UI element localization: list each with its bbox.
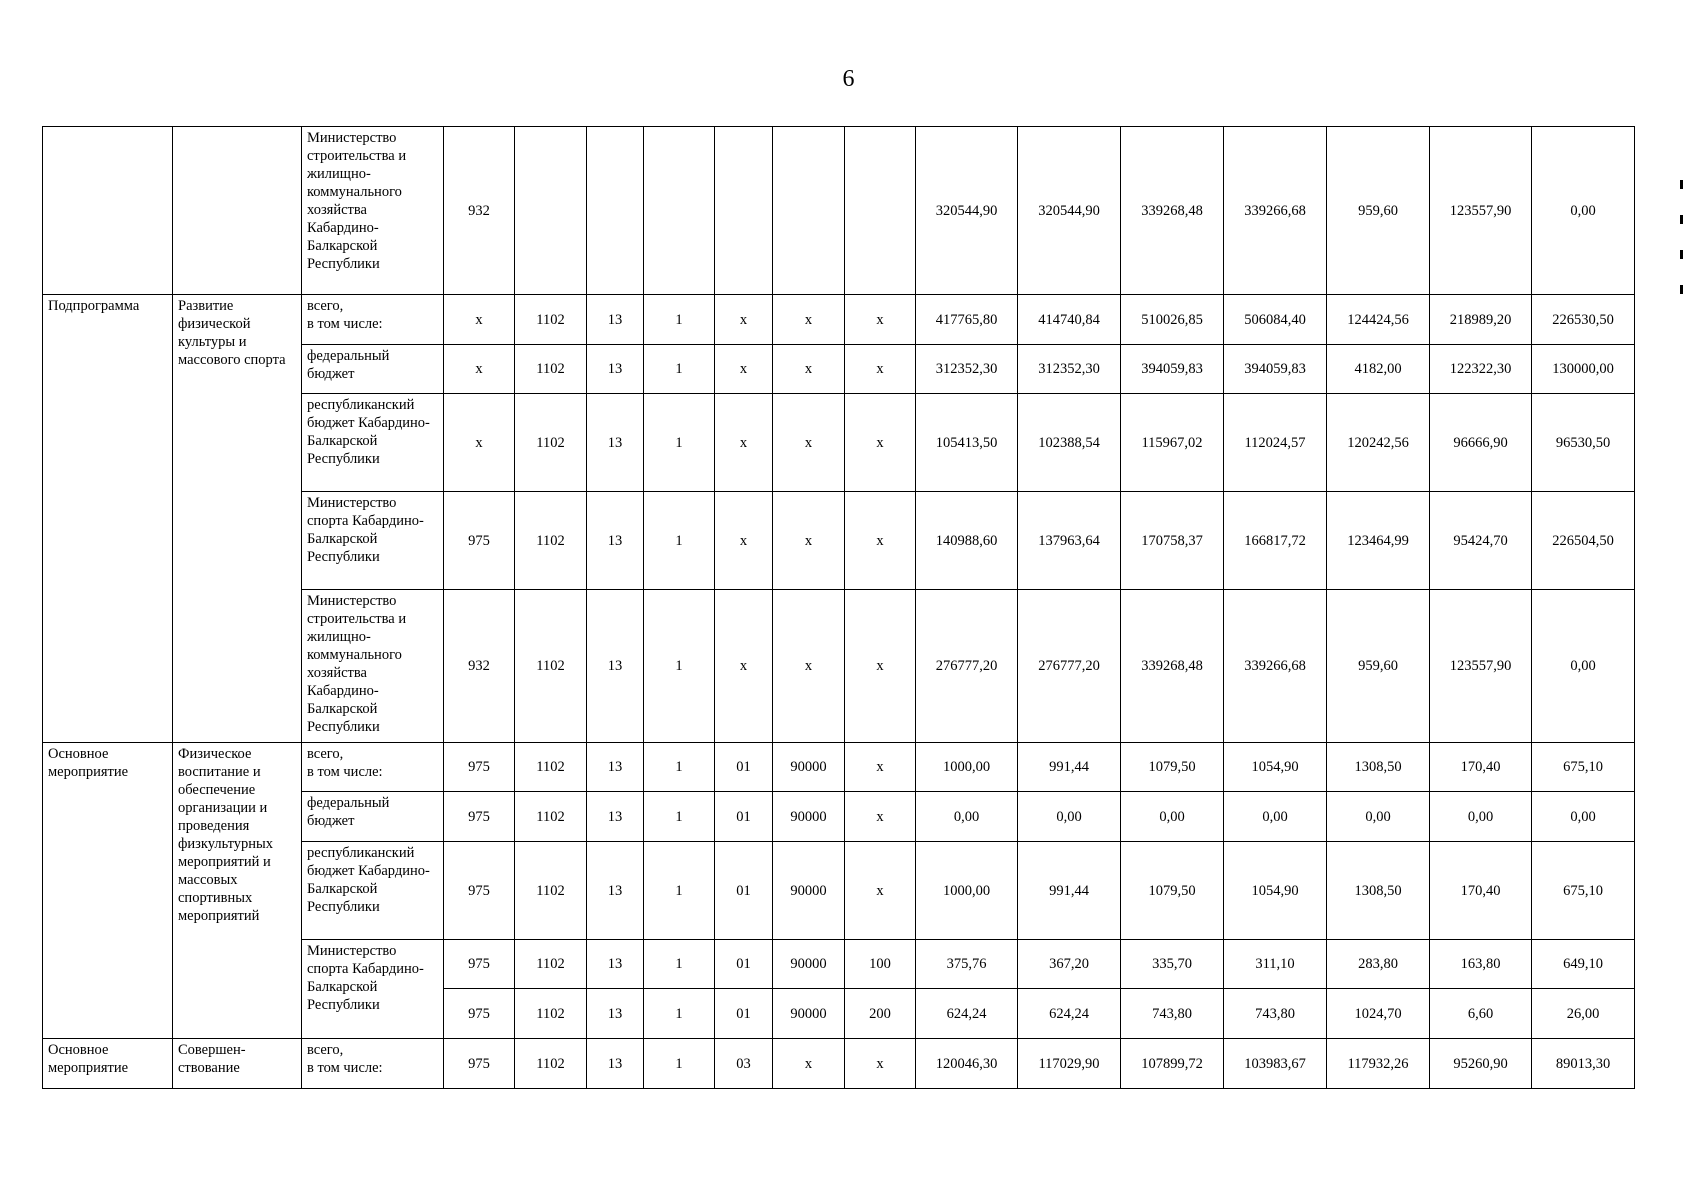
source-cell: федеральный бюджет: [302, 792, 444, 842]
amount-cell: 1054,90: [1224, 743, 1327, 792]
code-cell: 1102: [515, 590, 587, 743]
amount-cell: 312352,30: [916, 345, 1018, 394]
amount-cell: 102388,54: [1018, 394, 1121, 492]
code-cell: 1: [644, 295, 715, 345]
code-cell: 1: [644, 940, 715, 989]
code-cell: 01: [715, 792, 773, 842]
code-cell: 1102: [515, 842, 587, 940]
code-cell: 1: [644, 842, 715, 940]
amount-cell: 0,00: [1327, 792, 1430, 842]
page-number: 6: [842, 66, 855, 92]
table-row: [43, 1039, 1635, 1089]
code-cell: х: [773, 492, 845, 590]
budget-table: [42, 126, 1635, 1089]
margin-mark: [1680, 285, 1683, 294]
code-cell: 1102: [515, 394, 587, 492]
program-type-cell: Основное мероприятие: [43, 1039, 173, 1089]
amount-cell: 276777,20: [1018, 590, 1121, 743]
code-cell: х: [773, 590, 845, 743]
source-cell: всего, в том числе:: [302, 1039, 444, 1089]
amount-cell: 339268,48: [1121, 127, 1224, 295]
code-cell: [845, 127, 916, 295]
amount-cell: 115967,02: [1121, 394, 1224, 492]
amount-cell: 123464,99: [1327, 492, 1430, 590]
code-cell: 13: [587, 590, 644, 743]
code-cell: 975: [444, 989, 515, 1039]
code-cell: 13: [587, 743, 644, 792]
code-cell: х: [845, 792, 916, 842]
code-cell: 1: [644, 743, 715, 792]
code-cell: х: [715, 295, 773, 345]
amount-cell: 166817,72: [1224, 492, 1327, 590]
code-cell: 1102: [515, 940, 587, 989]
code-cell: 975: [444, 492, 515, 590]
source-cell: федеральный бюджет: [302, 345, 444, 394]
code-cell: 975: [444, 743, 515, 792]
code-cell: 01: [715, 743, 773, 792]
amount-cell: 218989,20: [1430, 295, 1532, 345]
code-cell: 90000: [773, 989, 845, 1039]
source-cell: всего, в том числе:: [302, 295, 444, 345]
amount-cell: 506084,40: [1224, 295, 1327, 345]
code-cell: [773, 127, 845, 295]
amount-cell: 339266,68: [1224, 590, 1327, 743]
margin-mark: [1680, 215, 1683, 224]
code-cell: 1102: [515, 743, 587, 792]
code-cell: х: [444, 345, 515, 394]
margin-mark: [1680, 250, 1683, 259]
amount-cell: 417765,80: [916, 295, 1018, 345]
code-cell: 13: [587, 940, 644, 989]
amount-cell: 0,00: [1532, 127, 1635, 295]
amount-cell: 105413,50: [916, 394, 1018, 492]
amount-cell: 117029,90: [1018, 1039, 1121, 1089]
amount-cell: 339266,68: [1224, 127, 1327, 295]
source-cell: Министерство строительства и жилищно-коммунального хозяйства Кабардино-Балкарской Республики: [302, 590, 444, 743]
amount-cell: 1024,70: [1327, 989, 1430, 1039]
amount-cell: 675,10: [1532, 842, 1635, 940]
source-cell: всего, в том числе:: [302, 743, 444, 792]
amount-cell: 675,10: [1532, 743, 1635, 792]
program-name-cell: Развитие физической культуры и массового спорта: [173, 295, 302, 743]
code-cell: 1102: [515, 295, 587, 345]
amount-cell: 4182,00: [1327, 345, 1430, 394]
amount-cell: 959,60: [1327, 127, 1430, 295]
program-name-cell: Физическое воспитание и обеспечение организации и проведения физкультурных мероприятий и массовых спортивных мероприятий: [173, 743, 302, 1039]
code-cell: 13: [587, 792, 644, 842]
code-cell: х: [845, 842, 916, 940]
amount-cell: 283,80: [1327, 940, 1430, 989]
code-cell: 13: [587, 394, 644, 492]
code-cell: х: [845, 1039, 916, 1089]
amount-cell: 120242,56: [1327, 394, 1430, 492]
amount-cell: 311,10: [1224, 940, 1327, 989]
program-name-cell: [173, 127, 302, 295]
code-cell: х: [845, 345, 916, 394]
code-cell: 1102: [515, 989, 587, 1039]
amount-cell: 991,44: [1018, 743, 1121, 792]
source-cell: Министерство строительства и жилищно-коммунального хозяйства Кабардино-Балкарской Республики: [302, 127, 444, 295]
amount-cell: 95424,70: [1430, 492, 1532, 590]
code-cell: 13: [587, 989, 644, 1039]
amount-cell: 743,80: [1224, 989, 1327, 1039]
amount-cell: 120046,30: [916, 1039, 1018, 1089]
code-cell: 01: [715, 842, 773, 940]
amount-cell: 6,60: [1430, 989, 1532, 1039]
amount-cell: 320544,90: [1018, 127, 1121, 295]
amount-cell: 312352,30: [1018, 345, 1121, 394]
amount-cell: 26,00: [1532, 989, 1635, 1039]
table-row: [43, 295, 1635, 345]
code-cell: 1: [644, 792, 715, 842]
table-row: [43, 743, 1635, 792]
code-cell: х: [773, 1039, 845, 1089]
code-cell: 975: [444, 940, 515, 989]
amount-cell: 170758,37: [1121, 492, 1224, 590]
amount-cell: 163,80: [1430, 940, 1532, 989]
code-cell: 1102: [515, 792, 587, 842]
amount-cell: 170,40: [1430, 743, 1532, 792]
code-cell: х: [845, 295, 916, 345]
amount-cell: 96530,50: [1532, 394, 1635, 492]
program-type-cell: Подпрограмма: [43, 295, 173, 743]
amount-cell: 170,40: [1430, 842, 1532, 940]
source-cell: Министерство спорта Кабардино-Балкарской Республики: [302, 492, 444, 590]
amount-cell: 122322,30: [1430, 345, 1532, 394]
code-cell: х: [845, 394, 916, 492]
code-cell: х: [845, 492, 916, 590]
amount-cell: 414740,84: [1018, 295, 1121, 345]
amount-cell: 0,00: [1532, 590, 1635, 743]
code-cell: 13: [587, 1039, 644, 1089]
amount-cell: 124424,56: [1327, 295, 1430, 345]
amount-cell: 743,80: [1121, 989, 1224, 1039]
code-cell: 1: [644, 989, 715, 1039]
amount-cell: 123557,90: [1430, 590, 1532, 743]
code-cell: х: [773, 394, 845, 492]
code-cell: 100: [845, 940, 916, 989]
margin-mark: [1680, 180, 1683, 189]
code-cell: х: [715, 345, 773, 394]
code-cell: 13: [587, 492, 644, 590]
amount-cell: 367,20: [1018, 940, 1121, 989]
amount-cell: 335,70: [1121, 940, 1224, 989]
code-cell: 01: [715, 989, 773, 1039]
source-cell: республиканский бюджет Кабардино-Балкарской Республики: [302, 842, 444, 940]
code-cell: 1102: [515, 345, 587, 394]
amount-cell: 117932,26: [1327, 1039, 1430, 1089]
amount-cell: 339268,48: [1121, 590, 1224, 743]
amount-cell: 0,00: [1018, 792, 1121, 842]
code-cell: 13: [587, 345, 644, 394]
code-cell: [715, 127, 773, 295]
amount-cell: 320544,90: [916, 127, 1018, 295]
amount-cell: 137963,64: [1018, 492, 1121, 590]
code-cell: 1102: [515, 1039, 587, 1089]
code-cell: 90000: [773, 940, 845, 989]
amount-cell: 624,24: [1018, 989, 1121, 1039]
amount-cell: 394059,83: [1224, 345, 1327, 394]
amount-cell: 624,24: [916, 989, 1018, 1039]
code-cell: х: [773, 345, 845, 394]
table-body: [43, 127, 1635, 1089]
code-cell: 03: [715, 1039, 773, 1089]
code-cell: х: [715, 394, 773, 492]
code-cell: 1: [644, 1039, 715, 1089]
code-cell: [644, 127, 715, 295]
table-row: [43, 127, 1635, 295]
amount-cell: 1000,00: [916, 743, 1018, 792]
code-cell: 90000: [773, 743, 845, 792]
code-cell: 90000: [773, 842, 845, 940]
amount-cell: 130000,00: [1532, 345, 1635, 394]
amount-cell: 226530,50: [1532, 295, 1635, 345]
amount-cell: 107899,72: [1121, 1039, 1224, 1089]
amount-cell: 123557,90: [1430, 127, 1532, 295]
amount-cell: 112024,57: [1224, 394, 1327, 492]
code-cell: 932: [444, 590, 515, 743]
amount-cell: 1000,00: [916, 842, 1018, 940]
program-type-cell: Основное мероприятие: [43, 743, 173, 1039]
code-cell: 1: [644, 345, 715, 394]
amount-cell: 394059,83: [1121, 345, 1224, 394]
amount-cell: 0,00: [1121, 792, 1224, 842]
margin-marks: [1680, 180, 1686, 320]
amount-cell: 1079,50: [1121, 743, 1224, 792]
code-cell: х: [845, 743, 916, 792]
amount-cell: 0,00: [1224, 792, 1327, 842]
amount-cell: 1054,90: [1224, 842, 1327, 940]
source-cell: республиканский бюджет Кабардино-Балкарской Республики: [302, 394, 444, 492]
amount-cell: 1079,50: [1121, 842, 1224, 940]
amount-cell: 103983,67: [1224, 1039, 1327, 1089]
amount-cell: 375,76: [916, 940, 1018, 989]
code-cell: 90000: [773, 792, 845, 842]
source-cell: Министерство спорта Кабардино-Балкарской Республики: [302, 940, 444, 1039]
code-cell: 1: [644, 492, 715, 590]
amount-cell: 96666,90: [1430, 394, 1532, 492]
program-type-cell: [43, 127, 173, 295]
amount-cell: 276777,20: [916, 590, 1018, 743]
code-cell: 975: [444, 792, 515, 842]
amount-cell: 0,00: [1430, 792, 1532, 842]
amount-cell: 1308,50: [1327, 743, 1430, 792]
amount-cell: 0,00: [1532, 792, 1635, 842]
code-cell: х: [444, 295, 515, 345]
code-cell: [515, 127, 587, 295]
code-cell: 975: [444, 842, 515, 940]
code-cell: 13: [587, 295, 644, 345]
amount-cell: 0,00: [916, 792, 1018, 842]
amount-cell: 1308,50: [1327, 842, 1430, 940]
code-cell: 1102: [515, 492, 587, 590]
code-cell: 975: [444, 1039, 515, 1089]
code-cell: х: [715, 492, 773, 590]
program-name-cell: Совершен-ствование: [173, 1039, 302, 1089]
amount-cell: 226504,50: [1532, 492, 1635, 590]
amount-cell: 959,60: [1327, 590, 1430, 743]
code-cell: х: [715, 590, 773, 743]
code-cell: х: [444, 394, 515, 492]
amount-cell: 649,10: [1532, 940, 1635, 989]
code-cell: [587, 127, 644, 295]
code-cell: х: [845, 590, 916, 743]
amount-cell: 95260,90: [1430, 1039, 1532, 1089]
code-cell: 1: [644, 394, 715, 492]
amount-cell: 991,44: [1018, 842, 1121, 940]
amount-cell: 140988,60: [916, 492, 1018, 590]
amount-cell: 89013,30: [1532, 1039, 1635, 1089]
code-cell: 1: [644, 590, 715, 743]
code-cell: х: [773, 295, 845, 345]
code-cell: 200: [845, 989, 916, 1039]
code-cell: 932: [444, 127, 515, 295]
code-cell: 13: [587, 842, 644, 940]
code-cell: 01: [715, 940, 773, 989]
amount-cell: 510026,85: [1121, 295, 1224, 345]
